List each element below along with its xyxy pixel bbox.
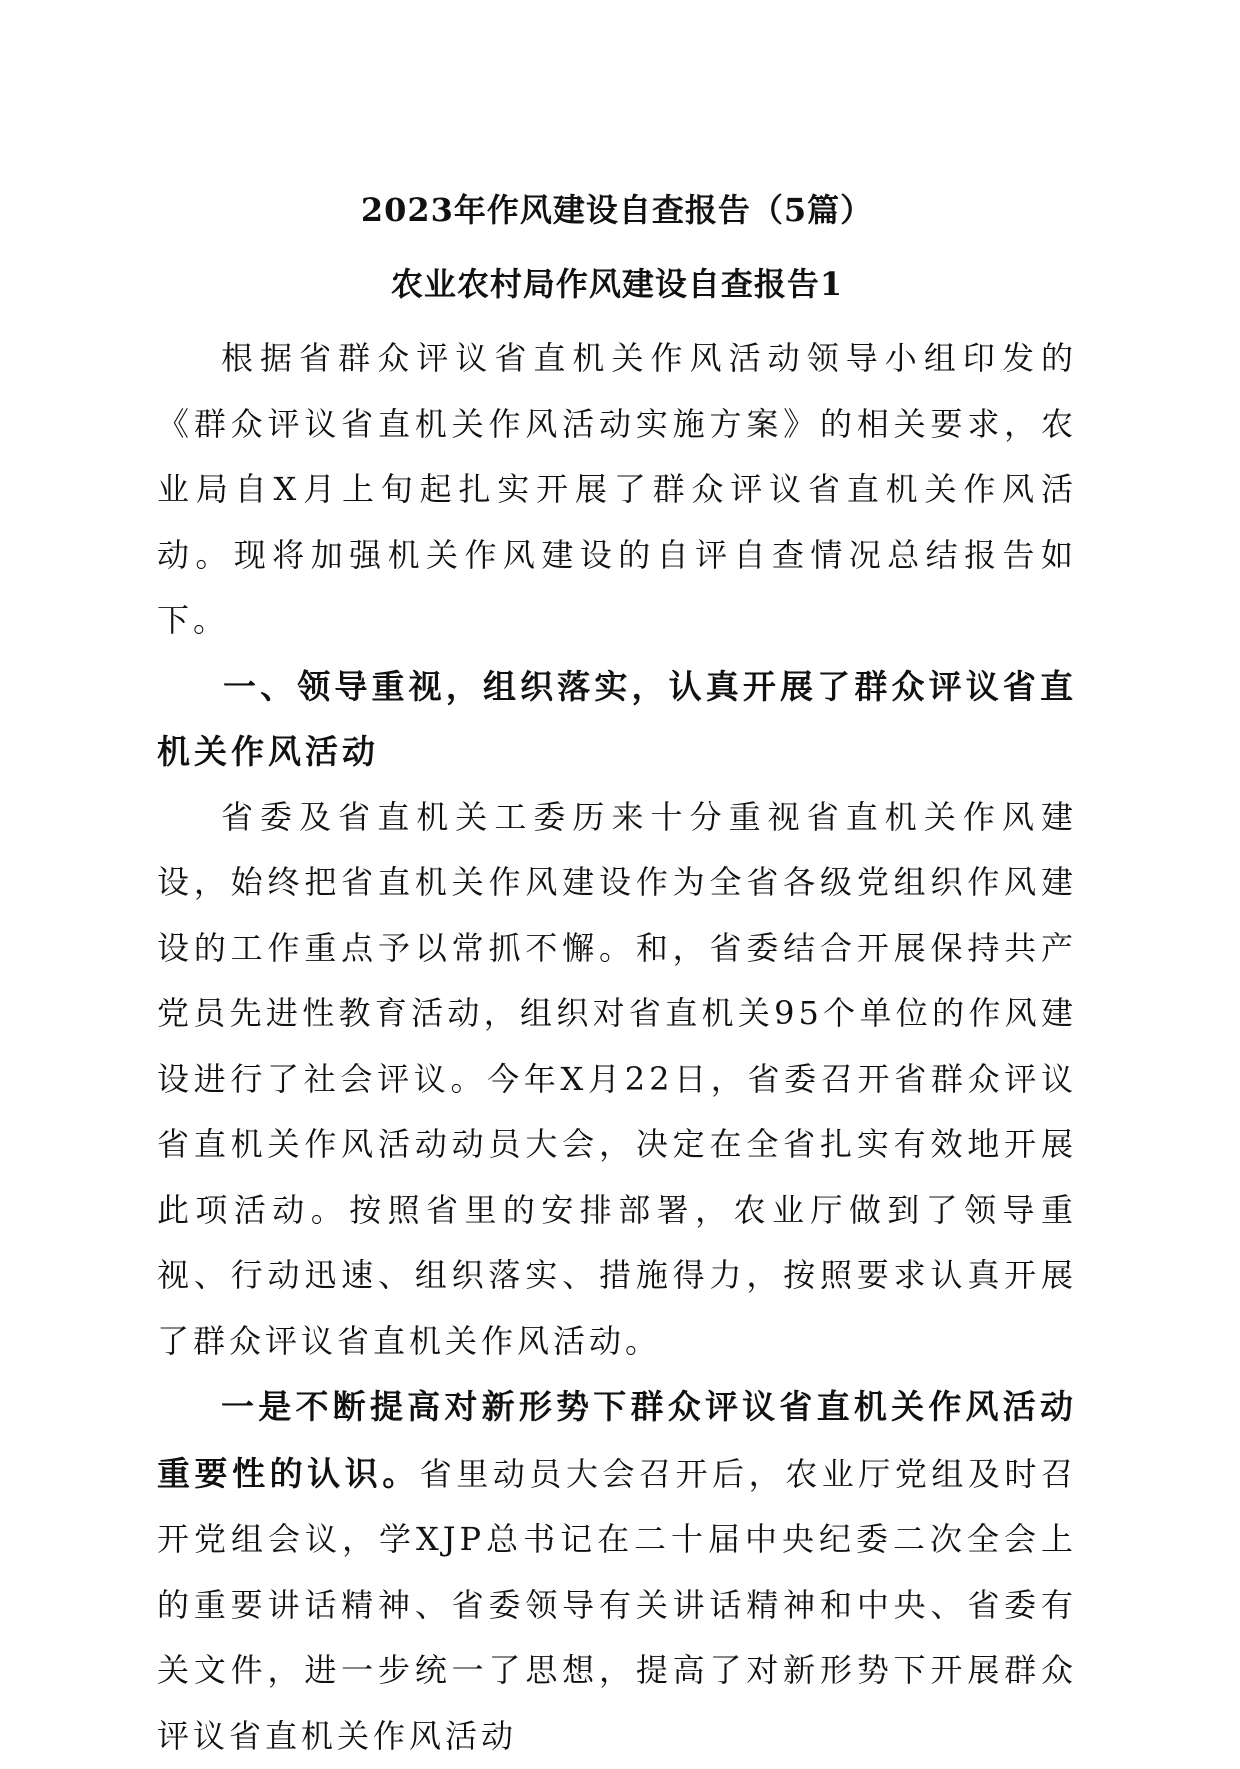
paragraph-lead-bold: 一是不断提高对新形势下群众评议省直机关作风活动重要性的认识。 — [157, 1387, 1077, 1493]
section-heading-1: 一、领导重视，组织落实，认真开展了群众评议省直机关作风活动 — [157, 666, 1077, 771]
body-paragraph-2 — [157, 1374, 1077, 1769]
document-page — [157, 190, 1077, 1769]
document-subtitle: 农业农村局作风建设自查报告1 — [390, 265, 844, 303]
body-paragraph-1: 省委及省直机关工委历来十分重视省直机关作风建设，始终把省直机关作风建设作为全省各级党组织作风建设的工作重点予以常抓不懈。和，省委结合开展保持共产党员先进性教育活动，组织对省直机关95个单位的作风建设进行了社会评议。今年X月22日，省委召开省群众评议省直机关作风活动动员大会，决定在全省扎实有效地开展此项活动。按照省里的安排部署，农业厅做到了领导重视、行动迅速、组织落实、措施得力，按照要求认真开展了群众评议省直机关作风活动。 — [157, 797, 1077, 1360]
intro-paragraph: 根据省群众评议省直机关作风活动领导小组印发的《群众评议省直机关作风活动实施方案》的相关要求，农业局自X月上旬起扎实开展了群众评议省直机关作风活动。现将加强机关作风建设的自评自查情况总结报告如下。 — [157, 339, 1077, 639]
document-title: 2023年作风建设自查报告（5篇） — [360, 191, 874, 229]
paragraph-body-text: 省里动员大会召开后，农业厅党组及时召开党组会议，学XJP总书记在二十届中央纪委二次全会上的重要讲话精神、省委领导有关讲话精神和中央、省委有关文件，进一步统一了思想，提高了对新形势下开展群众评议省直机关作风活动 — [157, 1454, 1077, 1755]
